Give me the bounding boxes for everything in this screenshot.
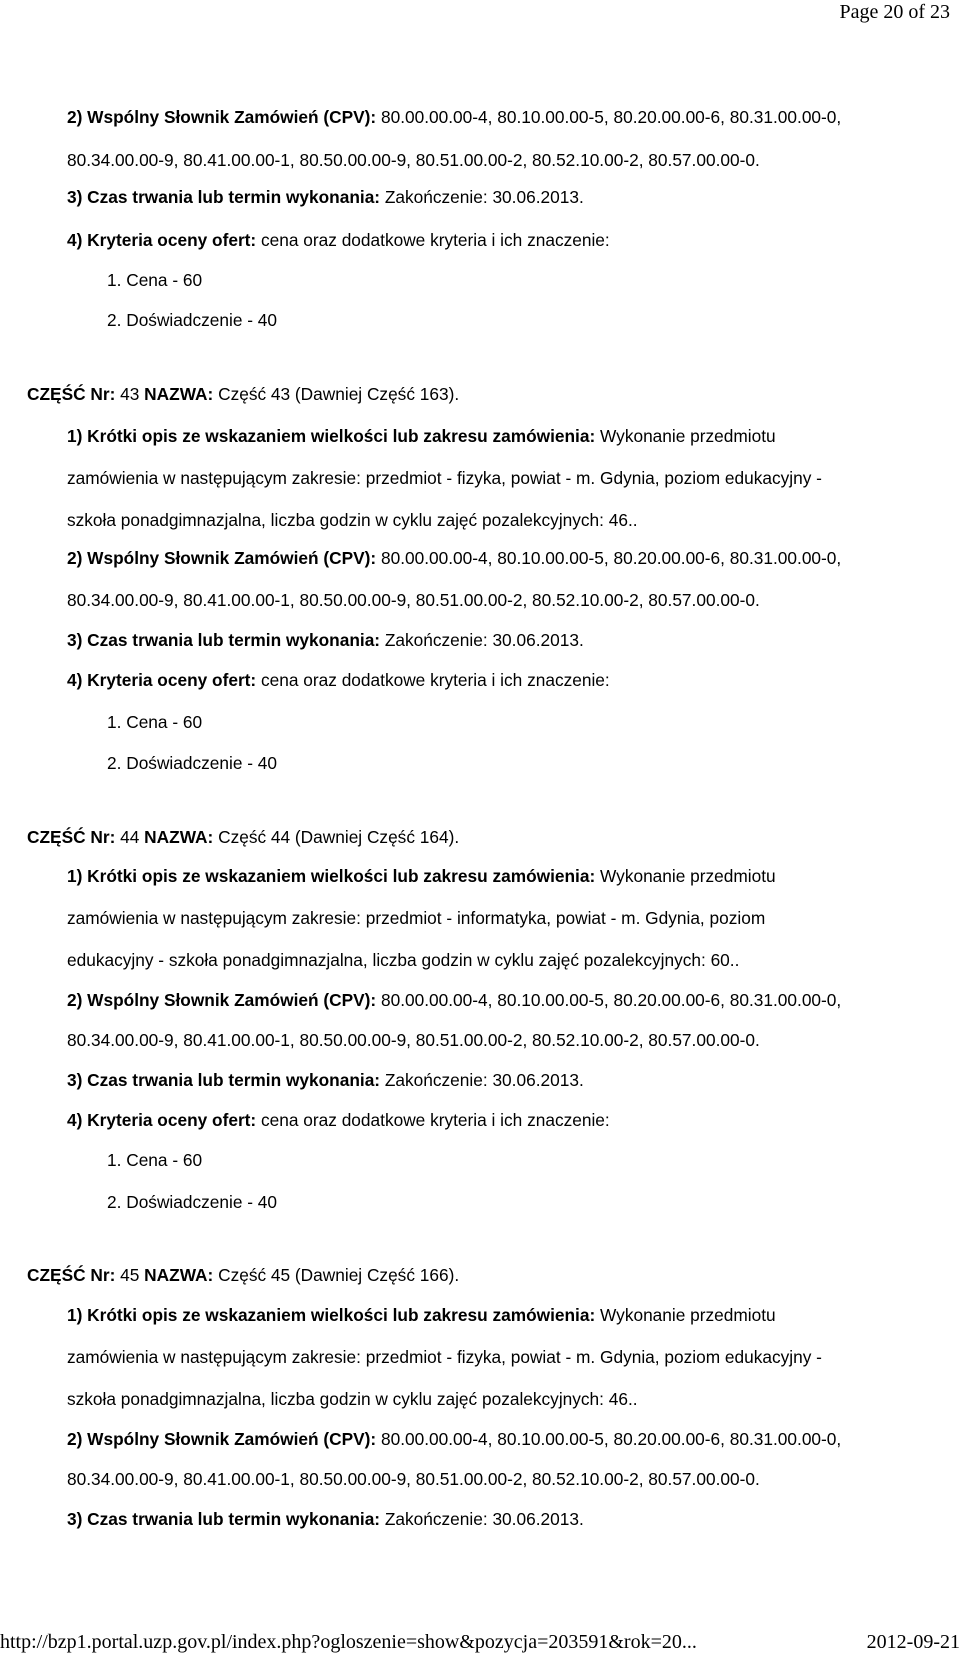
bold-label: 1) Krótki opis ze wskazaniem wielkości lub zakresu zamówienia: [67,1305,596,1325]
text-line [107,753,277,773]
text-line [67,670,610,690]
text-value: Zakończenie: 30.06.2013. [380,630,584,650]
text-value: 2. Doświadczenie - 40 [107,753,278,773]
bold-label: 3) Czas trwania lub termin wykonania: [67,630,381,650]
text-value: 80.34.00.00-9, 80.41.00.00-1, 80.50.00.00-9, 80.51.00.00-2, 80.52.10.00-2, 80.57.00.00-0. [67,1469,760,1489]
bold-label: CZĘŚĆ Nr: [27,1265,116,1285]
text-line [67,1389,638,1409]
bold-label: 2) Wspólny Słownik Zamówień (CPV): [67,990,377,1010]
text-value: 45 [115,1265,145,1285]
text-value: edukacyjny - szkoła ponadgimnazjalna, liczba godzin w cyklu zajęć pozalekcyjnych: 60.. [67,950,740,970]
page-number: Page 20 of 23 [839,1,950,23]
text-line [67,908,765,928]
text-line [67,866,776,886]
text-line [107,270,202,290]
bold-label: 4) Kryteria oceny ofert: [67,230,257,250]
text-line [67,590,760,610]
text-line [67,548,841,568]
text-value: cena oraz dodatkowe kryteria i ich znaczenie: [256,230,610,250]
text-value: cena oraz dodatkowe kryteria i ich znaczenie: [256,670,610,690]
text-line [67,990,841,1010]
bold-label: 3) Czas trwania lub termin wykonania: [67,1509,381,1529]
text-value: 80.34.00.00-9, 80.41.00.00-1, 80.50.00.00-9, 80.51.00.00-2, 80.52.10.00-2, 80.57.00.00-0. [67,150,760,170]
text-value: Wykonanie przedmiotu [595,1305,776,1325]
text-line [67,630,584,650]
text-value: 1. Cena - 60 [107,270,203,290]
text-line [67,1070,584,1090]
text-line [67,1305,776,1325]
text-value: szkoła ponadgimnazjalna, liczba godzin w cyklu zajęć pozalekcyjnych: 46.. [67,510,638,530]
bold-label: CZĘŚĆ Nr: [27,827,116,847]
text-line [27,827,459,847]
text-value: cena oraz dodatkowe kryteria i ich znaczenie: [256,1110,610,1130]
text-value: Zakończenie: 30.06.2013. [380,1509,584,1529]
text-value: 80.34.00.00-9, 80.41.00.00-1, 80.50.00.00-9, 80.51.00.00-2, 80.52.10.00-2, 80.57.00.00-0. [67,590,760,610]
text-value: 2. Doświadczenie - 40 [107,310,278,330]
text-value: Zakończenie: 30.06.2013. [380,1070,584,1090]
bold-label: NAZWA: [144,384,214,404]
text-value: 80.00.00.00-4, 80.10.00.00-5, 80.20.00.00-6, 80.31.00.00-0, [376,1429,842,1449]
bold-label: 3) Czas trwania lub termin wykonania: [67,1070,381,1090]
bold-label: NAZWA: [144,1265,214,1285]
text-value: szkoła ponadgimnazjalna, liczba godzin w cyklu zajęć pozalekcyjnych: 46.. [67,1389,638,1409]
text-line [67,107,841,127]
text-line [67,950,739,970]
text-value: 1. Cena - 60 [107,712,203,732]
text-value: 80.00.00.00-4, 80.10.00.00-5, 80.20.00.00-6, 80.31.00.00-0, [376,548,842,568]
text-line [107,1192,277,1212]
text-value: 1. Cena - 60 [107,1150,203,1170]
bold-label: 3) Czas trwania lub termin wykonania: [67,187,381,207]
footer-url: http://bzp1.portal.uzp.gov.pl/index.php?ogloszenie=show&pozycja=203591&rok=20... [0,1631,697,1653]
text-value: 80.00.00.00-4, 80.10.00.00-5, 80.20.00.00-6, 80.31.00.00-0, [376,107,842,127]
text-value: Wykonanie przedmiotu [595,866,776,886]
text-line [67,510,638,530]
text-line [67,1469,760,1489]
text-value: 44 [115,827,145,847]
text-value: Zakończenie: 30.06.2013. [380,187,584,207]
text-line [27,1265,459,1285]
footer-date: 2012-09-21 [866,1631,960,1653]
text-line [67,1030,760,1050]
text-value: zamówienia w następującym zakresie: przedmiot - fizyka, powiat - m. Gdynia, poziom edukacyjny - [67,1347,822,1367]
text-line [67,187,584,207]
bold-label: 4) Kryteria oceny ofert: [67,670,257,690]
text-line [67,1110,610,1130]
bold-label: 2) Wspólny Słownik Zamówień (CPV): [67,548,377,568]
text-value: Część 45 (Dawniej Część 166). [213,1265,460,1285]
text-value: 2. Doświadczenie - 40 [107,1192,278,1212]
text-line [67,426,776,446]
bold-label: 2) Wspólny Słownik Zamówień (CPV): [67,1429,377,1449]
text-value: zamówienia w następującym zakresie: przedmiot - fizyka, powiat - m. Gdynia, poziom edukacyjny - [67,468,822,488]
text-line [107,310,277,330]
bold-label: 4) Kryteria oceny ofert: [67,1110,257,1130]
bold-label: 1) Krótki opis ze wskazaniem wielkości lub zakresu zamówienia: [67,426,596,446]
text-line [67,1509,584,1529]
text-line [107,1150,202,1170]
text-line [67,150,760,170]
text-value: 80.34.00.00-9, 80.41.00.00-1, 80.50.00.00-9, 80.51.00.00-2, 80.52.10.00-2, 80.57.00.00-0. [67,1030,760,1050]
bold-label: CZĘŚĆ Nr: [27,384,116,404]
bold-label: 1) Krótki opis ze wskazaniem wielkości lub zakresu zamówienia: [67,866,596,886]
bold-label: 2) Wspólny Słownik Zamówień (CPV): [67,107,377,127]
text-value: Część 43 (Dawniej Część 163). [213,384,460,404]
text-value: 80.00.00.00-4, 80.10.00.00-5, 80.20.00.00-6, 80.31.00.00-0, [376,990,842,1010]
text-line [67,468,822,488]
text-value: Część 44 (Dawniej Część 164). [213,827,460,847]
text-line [67,1429,841,1449]
text-value: zamówienia w następującym zakresie: przedmiot - informatyka, powiat - m. Gdynia, poziom [67,908,766,928]
bold-label: NAZWA: [144,827,214,847]
text-value: 43 [115,384,145,404]
text-line [67,230,610,250]
text-line [107,712,202,732]
text-line [27,384,459,404]
text-line [67,1347,822,1367]
text-value: Wykonanie przedmiotu [595,426,776,446]
